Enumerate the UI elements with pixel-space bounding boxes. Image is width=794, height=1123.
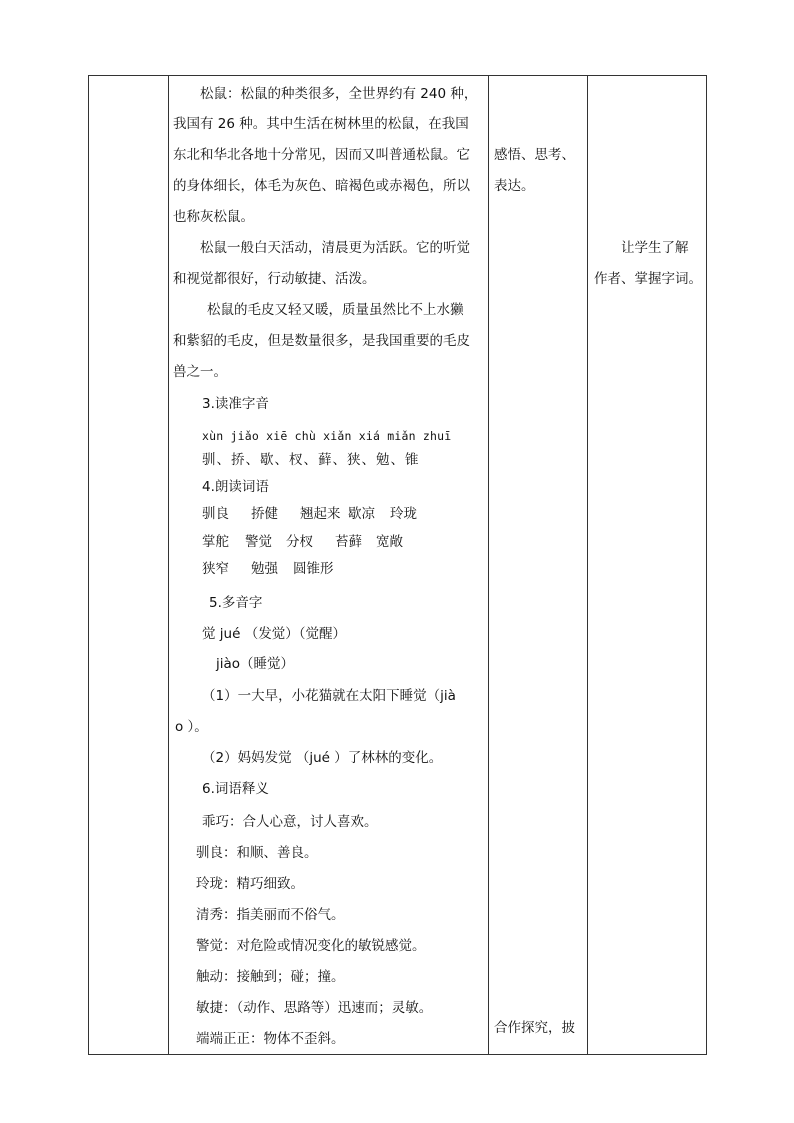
paragraph-line: 我国有 26 种。其中生活在树林里的松鼠，在我国 <box>173 116 469 132</box>
paragraph-line: 的身体细长，体毛为灰色、暗褐色或赤褐色，所以 <box>173 178 470 194</box>
word: 狭窄 <box>202 561 229 577</box>
word: 歇凉 <box>348 506 375 522</box>
word: 挢健 <box>251 506 278 522</box>
table-border-right <box>706 75 707 1055</box>
pinyin-line: xùn jiǎo xiē chù xiǎn xiá miǎn zhuī <box>202 429 452 443</box>
definition-item: 玲珑：精巧细致。 <box>196 876 304 892</box>
word: 勉强 <box>251 561 278 577</box>
polyphonic-line: 觉 jué （发觉）（觉醒） <box>202 626 346 642</box>
definition-item: 清秀：指美丽而不俗气。 <box>196 907 345 923</box>
column-divider-3 <box>587 75 588 1055</box>
example-sentence: o ）。 <box>175 719 208 735</box>
word: 玲珑 <box>390 506 417 522</box>
definition-item: 敏捷：（动作、思路等）迅速而；灵敏。 <box>196 1000 433 1016</box>
word: 苔藓 <box>335 534 362 550</box>
characters-line: 驯、挢、歇、杈、藓、狭、勉、锥 <box>202 452 420 468</box>
column-divider-2 <box>488 75 489 1055</box>
word: 警觉 <box>245 534 272 550</box>
example-sentence: （1）一大早，小花猫就在太阳下睡觉（jià <box>202 688 456 704</box>
table-border-bottom <box>88 1054 707 1055</box>
word: 圆锥形 <box>293 561 334 577</box>
word: 分杈 <box>286 534 313 550</box>
paragraph-line: 和视觉都很好，行动敏捷、活泼。 <box>173 271 376 287</box>
word: 宽敞 <box>376 534 403 550</box>
paragraph-line: 松鼠：松鼠的种类很多，全世界约有 240 种， <box>200 86 478 102</box>
word: 翘起来 <box>300 506 341 522</box>
intent-text: 作者、掌握字词。 <box>594 271 702 287</box>
activity-text-bottom: 合作探究，披 <box>494 1020 575 1036</box>
section-title-polyphonic: 5.多音字 <box>209 595 263 611</box>
word: 驯良 <box>202 506 229 522</box>
paragraph-line: 松鼠的毛皮又轻又暖，质量虽然比不上水獭 <box>207 302 464 318</box>
word: 掌舵 <box>202 534 229 550</box>
definition-item: 驯良：和顺、善良。 <box>196 845 318 861</box>
definition-item: 警觉：对危险或情况变化的敏锐感觉。 <box>196 938 426 954</box>
paragraph-line: 松鼠一般白天活动，清晨更为活跃。它的听觉 <box>200 240 470 256</box>
table-border-top <box>88 75 707 76</box>
section-title-pronunciation: 3.读准字音 <box>202 396 269 412</box>
definition-item: 端端正正：物体不歪斜。 <box>196 1031 345 1047</box>
polyphonic-line: jiào（睡觉） <box>216 656 295 672</box>
activity-text: 表达。 <box>494 178 535 194</box>
paragraph-line: 兽之一。 <box>173 364 227 380</box>
paragraph-line: 也称灰松鼠。 <box>173 209 254 225</box>
intent-text: 让学生了解 <box>621 240 689 256</box>
paragraph-line: 东北和华北各地十分常见，因而又叫普通松鼠。它 <box>173 147 470 163</box>
paragraph-line: 和紫貂的毛皮，但是数量很多，是我国重要的毛皮 <box>173 333 470 349</box>
definition-item: 乖巧：合人心意，讨人喜欢。 <box>202 814 378 830</box>
definition-item: 触动：接触到；碰；撞。 <box>196 969 345 985</box>
section-title-reading: 4.朗读词语 <box>202 479 269 495</box>
activity-text: 感悟、思考、 <box>494 147 575 163</box>
table-border-left <box>88 75 89 1055</box>
example-sentence: （2）妈妈发觉 （jué ）了林林的变化。 <box>202 750 443 766</box>
column-divider-1 <box>168 75 169 1055</box>
section-title-definitions: 6.词语释义 <box>202 781 269 797</box>
